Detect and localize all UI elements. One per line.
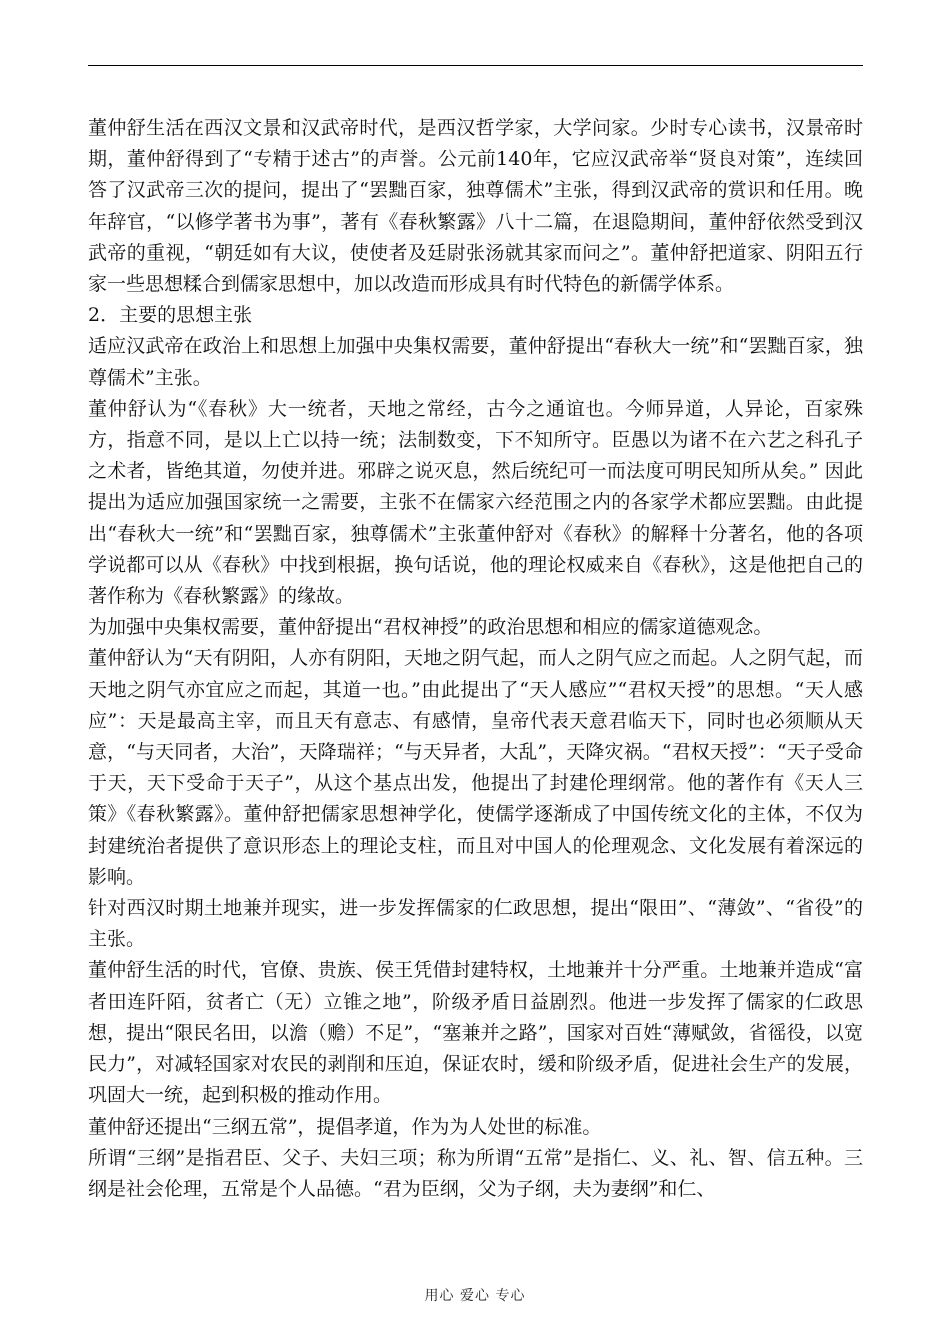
paragraph-divine-right: 为加强中央集权需要，董仲舒提出“君权神授”的政治思想和相应的儒家道德观念。 <box>88 616 773 639</box>
paragraph-three-bonds: 董仲舒还提出“三纲五常”，提倡孝道，作为为人处世的标准。 <box>88 1115 602 1138</box>
paragraph-biography: 董仲舒生活在西汉文景和汉武帝时代，是西汉哲学家，大学问家。少时专心读书，汉景帝时期，董仲舒得到了“专精于述古”的声誉。公元前140年，它应汉武帝举“贤良对策”，连续回答了汉武帝三次的提问，提出了“罢黜百家，独尊儒术”主张，得到汉武帝的赏识和任用。晚年辞官，“以修学著书为事”，著有《春秋繁露》八十二篇，在退隐期间，董仲舒依然受到汉武帝的重视，“朝廷如有大议，使使者及廷尉张汤就其家而问之”。董仲舒把道家、阴阳五行家一些思想糅合到儒家思想中，加以改造而形成具有时代特色的新儒学体系。 <box>88 117 863 296</box>
header-rule <box>88 65 863 66</box>
paragraph-land-annexation: 董仲舒生活的时代，官僚、贵族、侯王凭借封建特权，土地兼并十分严重。土地兼并造成“富者田连阡陌，贫者亡（无）立锥之地”，阶级矛盾日益剧烈。他进一步发挥了儒家的仁政思想，提出“限民名田，以澹（赡）不足”，“塞兼并之路”，国家对百姓“薄赋敛，省徭役，以宽民力”，对减轻国家对农民的剥削和压迫，保证农时，缓和阶级矛盾，促进社会生产的发展，巩固大一统，起到积极的推动作用。 <box>88 959 863 1107</box>
paragraph-grand-unification: 适应汉武帝在政治上和思想上加强中央集权需要，董仲舒提出“春秋大一统”和“罢黜百家，独尊儒术”主张。 <box>88 335 863 389</box>
paragraph-chunqiu-explanation: 董仲舒认为“《春秋》大一统者，天地之常经，古今之通谊也。今师异道，人异论，百家殊方，指意不同，是以上亡以持一统；法制数变，下不知所守。臣愚以为诸不在六艺之科孔子之术者，皆绝其道，勿使并进。邪辟之说灭息，然后统纪可一而法度可明民知所从矣。” 因此提出为适应加强国家统一之需要，主张不在儒家六经范围之内的各家学术都应罢黜。由此提出“春秋大一统”和“罢黜百家，独尊儒术”主张董仲舒对《春秋》的解释十分著名，他的各项学说都可以从《春秋》中找到根据，换句话说，他的理论权威来自《春秋》，这是他把自己的著作称为《春秋繁露》的缘故。 <box>88 397 863 608</box>
paragraph-land-policy: 针对西汉时期土地兼并现实，进一步发挥儒家的仁政思想，提出“限田”、“薄敛”、“省役”的主张。 <box>88 897 863 951</box>
document-body <box>88 113 863 1205</box>
page-footer: 用心 爱心 专心 <box>424 1288 526 1304</box>
paragraph-three-bonds-detail: 所谓“三纲”是指君臣、父子、夫妇三项；称为所谓“五常”是指仁、义、礼、智、信五种。三纲是社会伦理，五常是个人品德。“君为臣纲，父为子纲，夫为妻纲”和仁、 <box>88 1146 863 1200</box>
paragraph-heaven-human: 董仲舒认为“天有阴阳，人亦有阴阳，天地之阴气起，而人之阴气应之而起。人之阴气起，而天地之阴气亦宜应之而起，其道一也。”由此提出了“天人感应”“君权天授”的思想。“天人感应”：天是最高主宰，而且天有意志、有感情，皇帝代表天意君临天下，同时也必须顺从天意，“与天同者，大治”，天降瑞祥；“与天异者，大乱”，天降灾祸。“君权天授”：“天子受命于天，天下受命于天子”，从这个基点出发，他提出了封建伦理纲常。他的著作有《天人三策》《春秋繁露》。董仲舒把儒家思想神学化，使儒学逐渐成了中国传统文化的主体，不仅为封建统治者提供了意识形态上的理论支柱，而且对中国人的伦理观念、文化发展有着深远的影响。 <box>88 647 863 888</box>
section-heading-main-ideas: 2．主要的思想主张 <box>88 304 253 327</box>
